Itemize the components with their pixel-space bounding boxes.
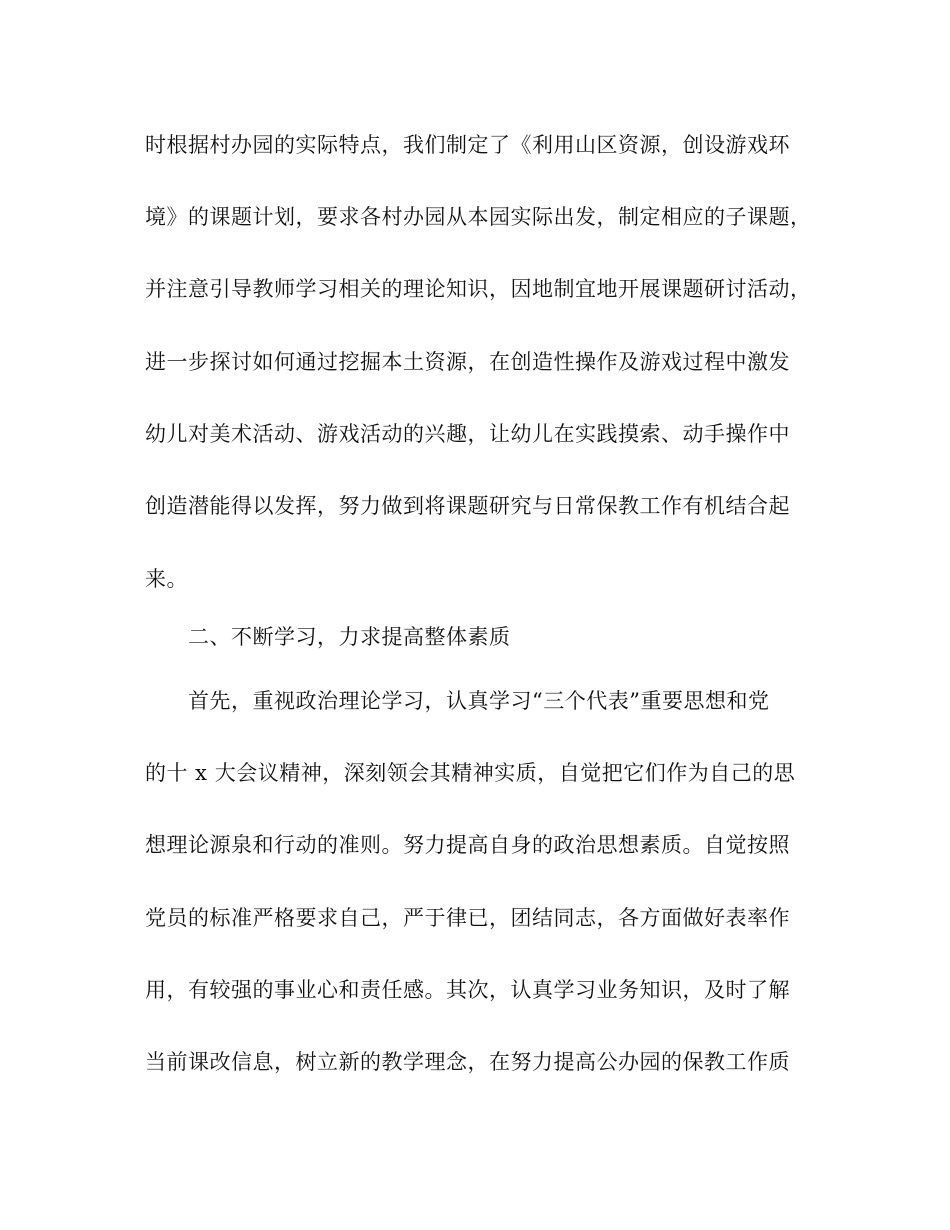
text-line: 并注意引导教师学习相关的理论知识，因地制宜地开展课题研讨活动， — [145, 277, 812, 301]
paragraph-first-line: 首先，重视政治理论学习，认真学习“三个代表”重要思想和党 — [188, 689, 770, 713]
text-line: 当前课改信息，树立新的教学理念，在努力提高公办园的保教工作质 — [145, 1050, 790, 1074]
text-line: 幼儿对美术活动、游戏活动的兴趣，让幼儿在实践摸索、动手操作中 — [145, 422, 790, 446]
text-line: 想理论源泉和行动的准则。努力提高自身的政治思想素质。自觉按照 — [145, 833, 790, 857]
text-line: 进一步探讨如何通过挖掘本土资源，在创造性操作及游戏过程中激发 — [145, 350, 790, 374]
text-line: 创造潜能得以发挥，努力做到将课题研究与日常保教工作有机结合起 — [145, 494, 790, 518]
text-line: 境》的课题计划，要求各村办园从本园实际出发，制定相应的子课题， — [145, 205, 812, 229]
text-line: 的十 x 大会议精神，深刻领会其精神实质，自觉把它们作为自己的思 — [145, 761, 796, 785]
text-line: 用，有较强的事业心和责任感。其次，认真学习业务知识，及时了解 — [145, 978, 790, 1002]
text-line: 时根据村办园的实际特点，我们制定了《利用山区资源，创设游戏环 — [145, 133, 790, 157]
text-line: 来。 — [145, 567, 188, 591]
section-heading: 二、不断学习，力求提高整体素质 — [188, 625, 511, 649]
text-line: 党员的标准严格要求自己，严于律已，团结同志，各方面做好表率作 — [145, 906, 790, 930]
